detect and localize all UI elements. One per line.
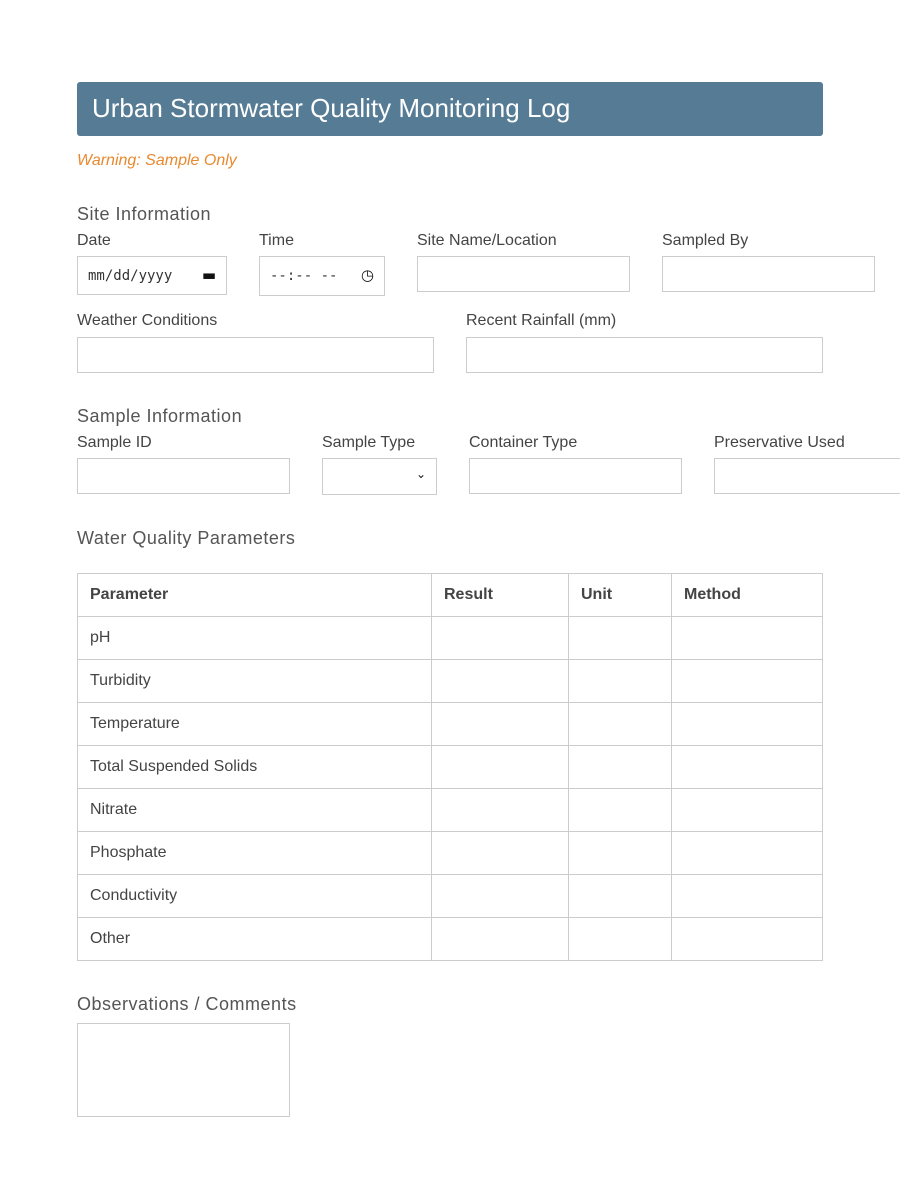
sample-info-heading: Sample Information [77,406,243,426]
site-info-heading: Site Information [77,204,212,224]
weather-label: Weather Conditions [77,312,218,329]
weather-input[interactable] [77,337,434,373]
result-cell[interactable] [432,918,569,961]
method-cell[interactable] [672,617,823,660]
result-cell[interactable] [432,875,569,918]
method-cell[interactable] [672,660,823,703]
table-row [78,617,823,660]
date-input[interactable]: mm/dd/yyyy ▬ [77,256,227,295]
preservative-input[interactable] [714,458,900,494]
parameter-cell: Total Suspended Solids [78,746,432,789]
observations-heading: Observations / Comments [77,994,297,1014]
page-title: Urban Stormwater Quality Monitoring Log [92,93,571,123]
preservative-label: Preservative Used [714,434,845,451]
observations-textarea[interactable] [77,1023,290,1117]
sample-type-select[interactable] [322,458,437,495]
sample-type-label: Sample Type [322,434,416,451]
table-row [78,832,823,875]
rainfall-label: Recent Rainfall (mm) [466,312,617,329]
result-cell[interactable] [432,703,569,746]
col-parameter: Parameter [78,574,432,617]
unit-cell[interactable] [569,789,672,832]
sampled-by-label: Sampled By [662,232,749,249]
container-type-input[interactable] [469,458,682,494]
unit-cell[interactable] [569,660,672,703]
unit-cell[interactable] [569,617,672,660]
header-bar [77,82,823,136]
table-row [78,703,823,746]
method-cell[interactable] [672,918,823,961]
table-row [78,746,823,789]
unit-cell[interactable] [569,832,672,875]
result-cell[interactable] [432,746,569,789]
table-row [78,789,823,832]
col-unit: Unit [569,574,672,617]
parameter-cell: Turbidity [78,660,432,703]
sampled-by-input[interactable] [662,256,875,292]
parameter-cell: Phosphate [78,832,432,875]
sample-id-input[interactable] [77,458,290,494]
col-result: Result [432,574,569,617]
time-label: Time [259,232,294,249]
method-cell[interactable] [672,832,823,875]
warning-text: Warning: Sample Only [77,152,237,169]
date-label: Date [77,232,111,249]
clock-icon[interactable]: ◷ [360,266,374,284]
container-type-label: Container Type [469,434,578,451]
unit-cell[interactable] [569,918,672,961]
parameter-cell: pH [78,617,432,660]
parameter-cell: Other [78,918,432,961]
col-method: Method [672,574,823,617]
method-cell[interactable] [672,789,823,832]
result-cell[interactable] [432,789,569,832]
sample-id-label: Sample ID [77,434,152,451]
site-name-input[interactable] [417,256,630,292]
table-row [78,918,823,961]
table-header-row [78,574,823,617]
method-cell[interactable] [672,703,823,746]
result-cell[interactable] [432,832,569,875]
calendar-icon[interactable]: ▬ [201,266,216,284]
rainfall-input[interactable] [466,337,823,373]
parameter-cell: Conductivity [78,875,432,918]
result-cell[interactable] [432,660,569,703]
table-row [78,660,823,703]
site-name-label: Site Name/Location [417,232,557,249]
parameter-cell: Nitrate [78,789,432,832]
unit-cell[interactable] [569,875,672,918]
result-cell[interactable] [432,617,569,660]
method-cell[interactable] [672,875,823,918]
parameters-table [77,573,823,961]
unit-cell[interactable] [569,746,672,789]
unit-cell[interactable] [569,703,672,746]
method-cell[interactable] [672,746,823,789]
time-input[interactable]: --:-- -- ◷ [259,256,385,296]
wq-heading: Water Quality Parameters [77,528,296,548]
parameter-cell: Temperature [78,703,432,746]
chevron-down-icon: ⌄ [415,467,426,481]
table-row [78,875,823,918]
